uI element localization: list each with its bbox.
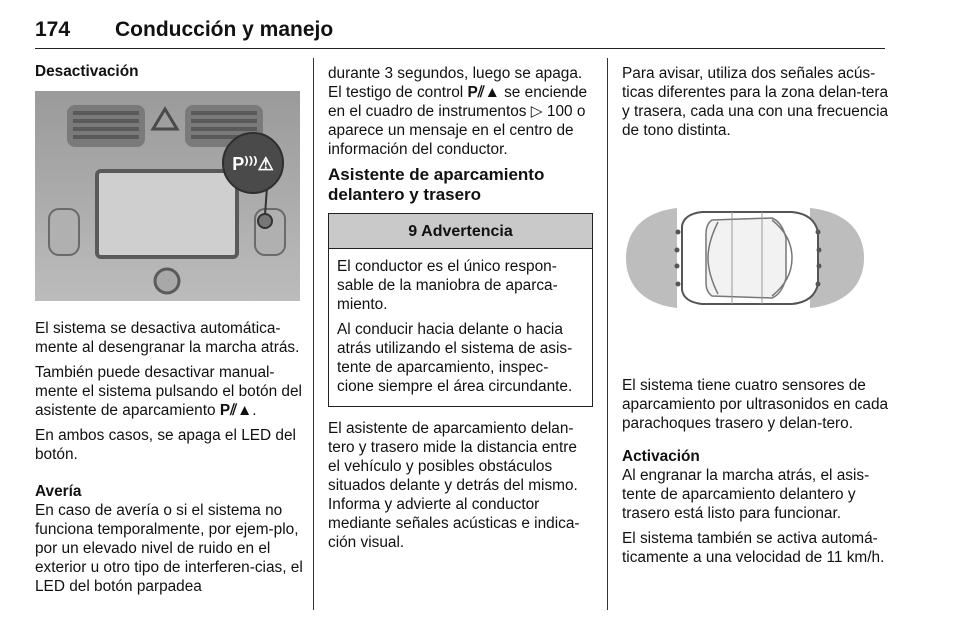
paragraph: durante 3 segundos, luego se apaga. El testigo de control P⫽▲ se enciende en el cuadro de instrumentos ▷ 100 o aparece un mensaje en el centro de información del conductor. xyxy=(328,65,588,158)
park-assist-icon: P⫽▲ xyxy=(219,402,253,419)
infotainment-screen xyxy=(97,171,237,257)
warning-header xyxy=(329,214,592,249)
column-divider-1 xyxy=(313,58,314,610)
page-header xyxy=(35,12,885,50)
paragraph: El sistema tiene cuatro sensores de aparcamiento por ultrasonidos en cada parachoques trasero y delan-tero. xyxy=(622,377,889,432)
column-2 xyxy=(328,64,593,558)
column-3 xyxy=(622,64,890,573)
paragraph: El sistema se desactiva automática-mente al desengranar la marcha atrás. xyxy=(35,320,300,356)
paragraph: El conductor es el único respon-sable de la maniobra de aparca-miento. xyxy=(337,258,558,313)
paragraph: Para avisar, utiliza dos señales acús-ticas diferentes para la zona delan-tera y trasera, cada una con una frecuencia de tono distinta. xyxy=(622,65,889,139)
heading-parking-assistant: Asistente de aparcamiento delantero y trasero xyxy=(328,165,545,204)
paragraph: En ambos casos, se apaga el LED del botón. xyxy=(35,427,296,463)
park-assist-icon: P⫽▲ xyxy=(467,84,500,101)
column-1 xyxy=(35,62,303,602)
page-number: 174 xyxy=(35,18,71,41)
page-reference-icon: ▷ xyxy=(530,103,543,120)
dashboard-illustration xyxy=(35,91,300,301)
paragraph: También puede desactivar manual-mente el sistema pulsando el botón del asistente de aparcamiento P⫽▲. xyxy=(35,364,302,419)
heading-fault: Avería xyxy=(35,483,82,500)
car-top-view xyxy=(682,212,818,304)
warning-body xyxy=(329,249,592,406)
paragraph: En caso de avería o si el sistema no funciona temporalmente, por ejem-plo, por un elevado nivel de ruido en el exterior u otro tipo de interferen-cias, el LED del botón parpadea xyxy=(35,502,303,595)
warning-box xyxy=(328,213,593,407)
park-assist-icon: P⁾⁾⁾⚠ xyxy=(232,154,274,174)
header-rule xyxy=(35,48,885,49)
heading-deactivation: Desactivación xyxy=(35,63,139,80)
warning-icon: 9 xyxy=(408,222,418,240)
paragraph: Al engranar la marcha atrás, el asis-tente de aparcamiento delantero y trasero está listo para funcionar. xyxy=(622,467,870,522)
warning-title: Advertencia xyxy=(421,222,513,240)
chapter-title: Conducción y manejo xyxy=(115,18,334,41)
heading-activation: Activación xyxy=(622,448,700,465)
paragraph: Al conducir hacia delante o hacia atrás utilizando el sistema de asis-tente de aparcamiento, inspec-cione siempre el área circundante. xyxy=(337,321,573,395)
air-vent-left xyxy=(67,105,145,147)
sensor-zones-illustration xyxy=(622,152,887,364)
paragraph: El sistema también se activa automá-ticamente a una velocidad de 11 km/h. xyxy=(622,530,885,566)
column-divider-2 xyxy=(607,58,608,610)
paragraph: El asistente de aparcamiento delan-tero y trasero mide la distancia entre el vehículo y posibles obstáculos situados delante y detrás del mismo. Informa y advierte al conductor mediante señales acústicas e indica-ción visual. xyxy=(328,420,580,551)
